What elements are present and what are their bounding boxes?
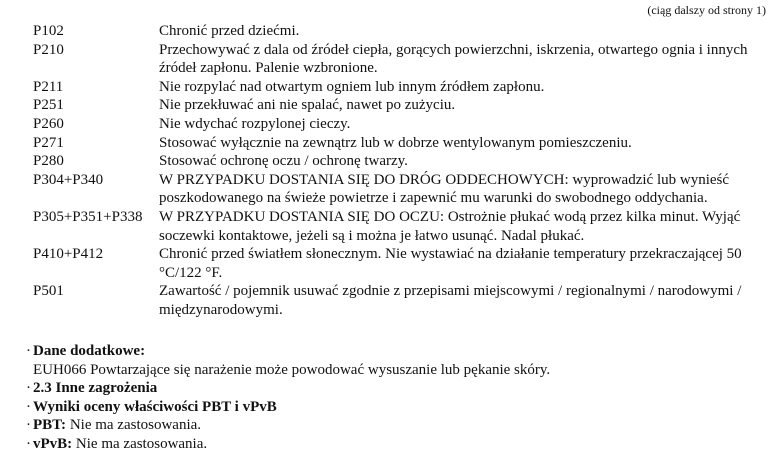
- statement-text: Nie wdychać rozpylonej cieczy.: [159, 115, 351, 132]
- statement-text: Nie rozpylać nad otwartym ogniem lub innym źródłem zapłonu.: [159, 78, 545, 95]
- statement-code: P271: [33, 134, 64, 151]
- euh066-statement: EUH066 Powtarzające się narażenie może powodować wysuszanie lub pękanie skóry.: [33, 361, 551, 378]
- additional-info-heading: Dane dodatkowe:: [33, 343, 146, 359]
- statement-code: P410+P412: [33, 246, 104, 263]
- statement-row: [33, 208, 768, 245]
- statement-text: Stosować ochronę oczu / ochronę twarzy.: [159, 153, 408, 170]
- statement-code: P501: [33, 283, 64, 300]
- statement-row: [33, 96, 768, 115]
- statement-code: P210: [33, 41, 64, 58]
- statement-text: W PRZYPADKU DOSTANIA SIĘ DO OCZU: Ostrożnie płukać wodą przez kilka minut. Wyjąć soczewki kontaktowe, jeżeli są i można je łatwo usunąć. Nadal płukać.: [159, 208, 741, 244]
- pbt-line: [26, 416, 766, 435]
- statement-text: W PRZYPADKU DOSTANIA SIĘ DO DRÓG ODDECHOWYCH: wyprowadzić lub wynieść poszkodowanego na świeże powietrze i zapewnić mu warunki do swobodnego oddychania.: [159, 171, 730, 207]
- statement-row: [33, 245, 768, 282]
- bullet: ·: [26, 343, 31, 359]
- pbt-assessment-heading-line: [26, 398, 766, 417]
- statement-row: [33, 171, 768, 208]
- vpvb-value: Nie ma zastosowania.: [75, 435, 208, 452]
- statement-text: Chronić przed światłem słonecznym. Nie wystawiać na działanie temperatury przekraczającej 50 °C/122 °F.: [159, 246, 742, 281]
- vpvb-line: [26, 435, 766, 454]
- bullet: ·: [26, 398, 31, 415]
- pbt-value: Nie ma zastosowania.: [69, 417, 202, 434]
- other-hazards-heading-line: [26, 379, 766, 398]
- pbt-assessment-heading: Wyniki oceny właściwości PBT i vPvB: [33, 398, 277, 415]
- statement-code: P280: [33, 153, 64, 170]
- bullet: ·: [26, 435, 31, 452]
- bullet: ·: [26, 380, 31, 397]
- statement-code: P102: [33, 23, 64, 39]
- statement-row: [33, 22, 768, 41]
- additional-info-heading-line: [26, 342, 766, 361]
- statement-text: Chronić przed dziećmi.: [159, 23, 300, 39]
- vpvb-label: vPvB:: [33, 435, 73, 452]
- statement-code: P211: [33, 78, 64, 95]
- statement-code: P305+P351+P338: [33, 208, 143, 225]
- statement-row: [33, 41, 768, 78]
- statement-text: Zawartość / pojemnik usuwać zgodnie z przepisami miejscowymi / regionalnymi / narodowymi / międzynarodowymi.: [159, 283, 742, 318]
- statement-code: P251: [33, 97, 64, 114]
- statement-row: [33, 282, 768, 319]
- precautionary-statements-list: [33, 22, 768, 320]
- continued-from-page-note: (ciąg dalszy od strony 1): [647, 3, 766, 17]
- statement-text: Nie przekłuwać ani nie spalać, nawet po zużyciu.: [159, 97, 456, 114]
- pbt-label: PBT:: [33, 417, 67, 434]
- statement-code: P260: [33, 115, 64, 132]
- statement-text: Przechowywać z dala od źródeł ciepła, gorących powierzchni, iskrzenia, otwartego ognia i innych źródeł zapłonu. Palenie wzbronione.: [159, 41, 748, 77]
- statement-row: [33, 134, 768, 153]
- bullet: ·: [26, 417, 31, 434]
- other-hazards-heading: 2.3 Inne zagrożenia: [33, 380, 158, 397]
- additional-sections: [26, 342, 766, 454]
- statement-code: P304+P340: [33, 171, 104, 188]
- statement-text: Stosować wyłącznie na zewnątrz lub w dobrze wentylowanym pomieszczeniu.: [159, 134, 632, 151]
- statement-row: [33, 78, 768, 97]
- statement-row: [33, 115, 768, 134]
- statement-row: [33, 152, 768, 171]
